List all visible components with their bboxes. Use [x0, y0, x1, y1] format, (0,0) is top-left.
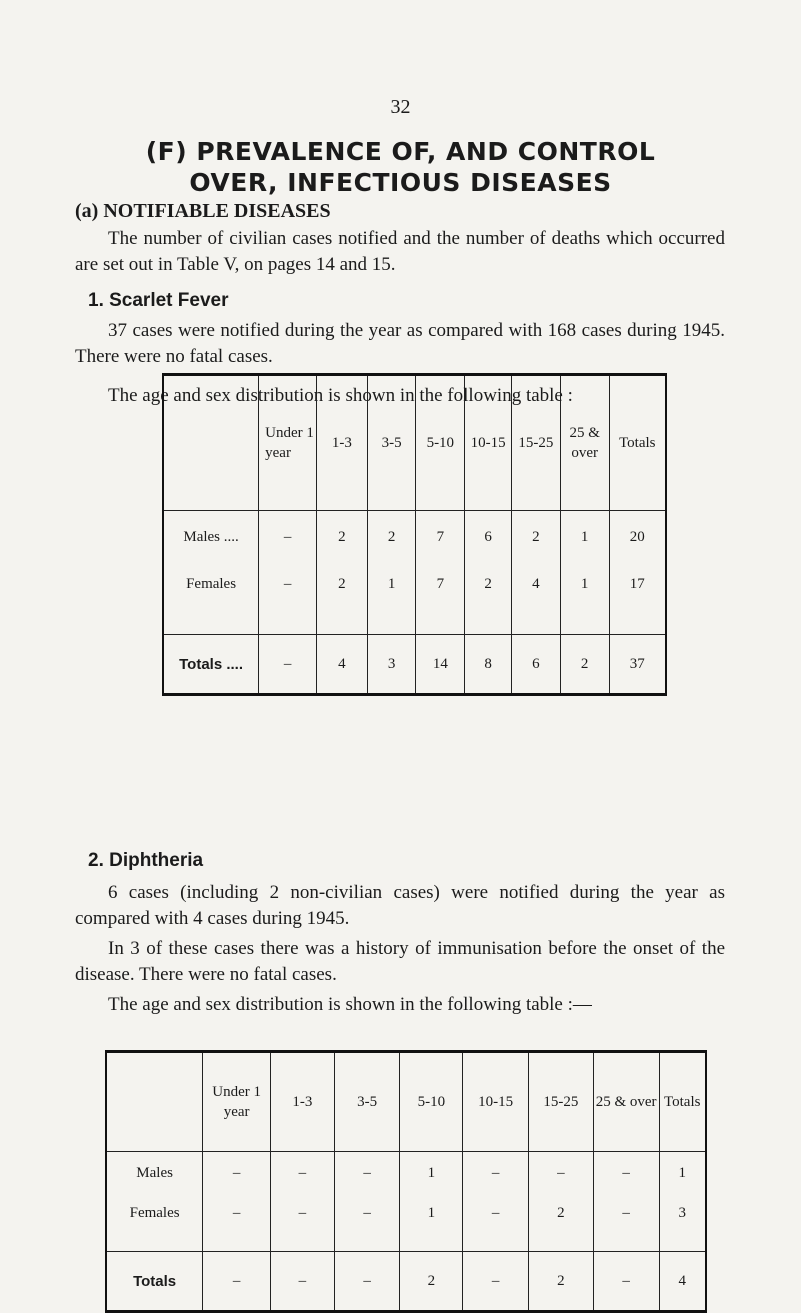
cell: 6: [511, 635, 560, 695]
row-label-females: Females: [129, 1205, 180, 1221]
row-label-totals: Totals ....: [163, 635, 259, 695]
cell: 17: [609, 565, 666, 605]
table-header-blank: [163, 375, 259, 511]
cell: 2: [367, 511, 416, 565]
cell: 2: [317, 565, 368, 605]
table-row: [163, 565, 666, 605]
header-15-25: 15-25: [511, 375, 560, 511]
cell: 2: [560, 635, 609, 695]
table-row-totals: [163, 635, 666, 695]
table-row-totals: [106, 1252, 706, 1312]
table-row: [163, 511, 666, 565]
header-3-5: 3-5: [367, 375, 416, 511]
header-10-15: 10-15: [465, 375, 512, 511]
cell: –: [271, 1152, 335, 1196]
scarlet-fever-paragraph-2: The age and sex distribution is shown in the following table :: [108, 385, 573, 406]
header-25-over: 25 & over: [560, 375, 609, 511]
cell: 20: [609, 511, 666, 565]
cell: –: [203, 1252, 271, 1312]
cell: –: [593, 1152, 659, 1196]
row-label-totals: Totals: [106, 1252, 203, 1312]
cell: –: [593, 1196, 659, 1232]
cell: –: [271, 1196, 335, 1232]
row-label-males: Males: [136, 1165, 173, 1182]
header-15-25: 15-25: [528, 1052, 593, 1152]
header-5-10: 5-10: [400, 1052, 463, 1152]
header-25-over: 25 & over: [593, 1052, 659, 1152]
diphtheria-heading: 2. Diphtheria: [88, 850, 204, 871]
diphtheria-paragraph-1: 6 cases (including 2 non-civilian cases) were notified during the year as compared with 4 cases during 1945.: [75, 882, 725, 929]
cell: 4: [511, 565, 560, 605]
cell: 1: [367, 565, 416, 605]
cell: 2: [511, 511, 560, 565]
cell: 6: [465, 511, 512, 565]
cell: 2: [465, 565, 512, 605]
cell: –: [259, 511, 317, 565]
scarlet-fever-heading: 1. Scarlet Fever: [88, 290, 229, 311]
header-totals: Totals: [609, 375, 666, 511]
cell: 1: [400, 1196, 463, 1232]
scarlet-fever-paragraph-1: 37 cases were notified during the year as compared with 168 cases during 1945. There were no fatal cases.: [75, 320, 725, 367]
scarlet-fever-table: [162, 373, 667, 696]
table-row: [106, 1152, 706, 1196]
cell: –: [259, 565, 317, 605]
header-1-3: 1-3: [317, 375, 368, 511]
diphtheria-paragraph-2: In 3 of these cases there was a history of immunisation before the onset of the disease. There were no fatal cases.: [75, 938, 725, 985]
cell: –: [334, 1252, 400, 1312]
cell: –: [203, 1152, 271, 1196]
cell: –: [593, 1252, 659, 1312]
cell: 1: [400, 1152, 463, 1196]
cell: 3: [367, 635, 416, 695]
row-label-females: Females: [186, 576, 237, 592]
table-row: [106, 1196, 706, 1232]
cell: 1: [560, 565, 609, 605]
cell: –: [463, 1196, 529, 1232]
cell: 14: [416, 635, 465, 695]
diphtheria-paragraph-3: The age and sex distribution is shown in the following table :—: [108, 994, 592, 1015]
cell: –: [259, 635, 317, 695]
header-3-5: 3-5: [334, 1052, 400, 1152]
cell: 8: [465, 635, 512, 695]
cell: –: [334, 1152, 400, 1196]
diphtheria-table: [105, 1050, 707, 1313]
cell: 7: [416, 511, 465, 565]
header-1-3: 1-3: [271, 1052, 335, 1152]
header-10-15: 10-15: [463, 1052, 529, 1152]
cell: –: [528, 1152, 593, 1196]
cell: 4: [317, 635, 368, 695]
cell: 2: [400, 1252, 463, 1312]
table-header-blank: [106, 1052, 203, 1152]
header-under-1: Under 1 year: [203, 1052, 271, 1152]
cell: 3: [659, 1196, 706, 1232]
cell: 2: [528, 1252, 593, 1312]
cell: 2: [528, 1196, 593, 1232]
cell: 2: [317, 511, 368, 565]
subheading: (a) NOTIFIABLE DISEASES: [75, 200, 331, 222]
cell: 4: [659, 1252, 706, 1312]
intro-paragraph: The number of civilian cases notified and the number of deaths which occurred are set out in Table V, on pages 14 and 15.: [75, 228, 725, 275]
cell: –: [334, 1196, 400, 1232]
cell: 1: [659, 1152, 706, 1196]
title-line-2: OVER, INFECTIOUS DISEASES: [189, 168, 612, 197]
cell: 7: [416, 565, 465, 605]
header-totals: Totals: [659, 1052, 706, 1152]
header-5-10: 5-10: [416, 375, 465, 511]
header-under-1: Under 1 year: [259, 375, 317, 511]
cell: –: [463, 1252, 529, 1312]
cell: –: [271, 1252, 335, 1312]
cell: 37: [609, 635, 666, 695]
cell: –: [463, 1152, 529, 1196]
title-line-1: (F) PREVALENCE OF, AND CONTROL: [145, 137, 656, 166]
cell: –: [203, 1196, 271, 1232]
row-label-males: Males ....: [183, 529, 239, 546]
cell: 1: [560, 511, 609, 565]
page-number: 32: [390, 96, 411, 118]
